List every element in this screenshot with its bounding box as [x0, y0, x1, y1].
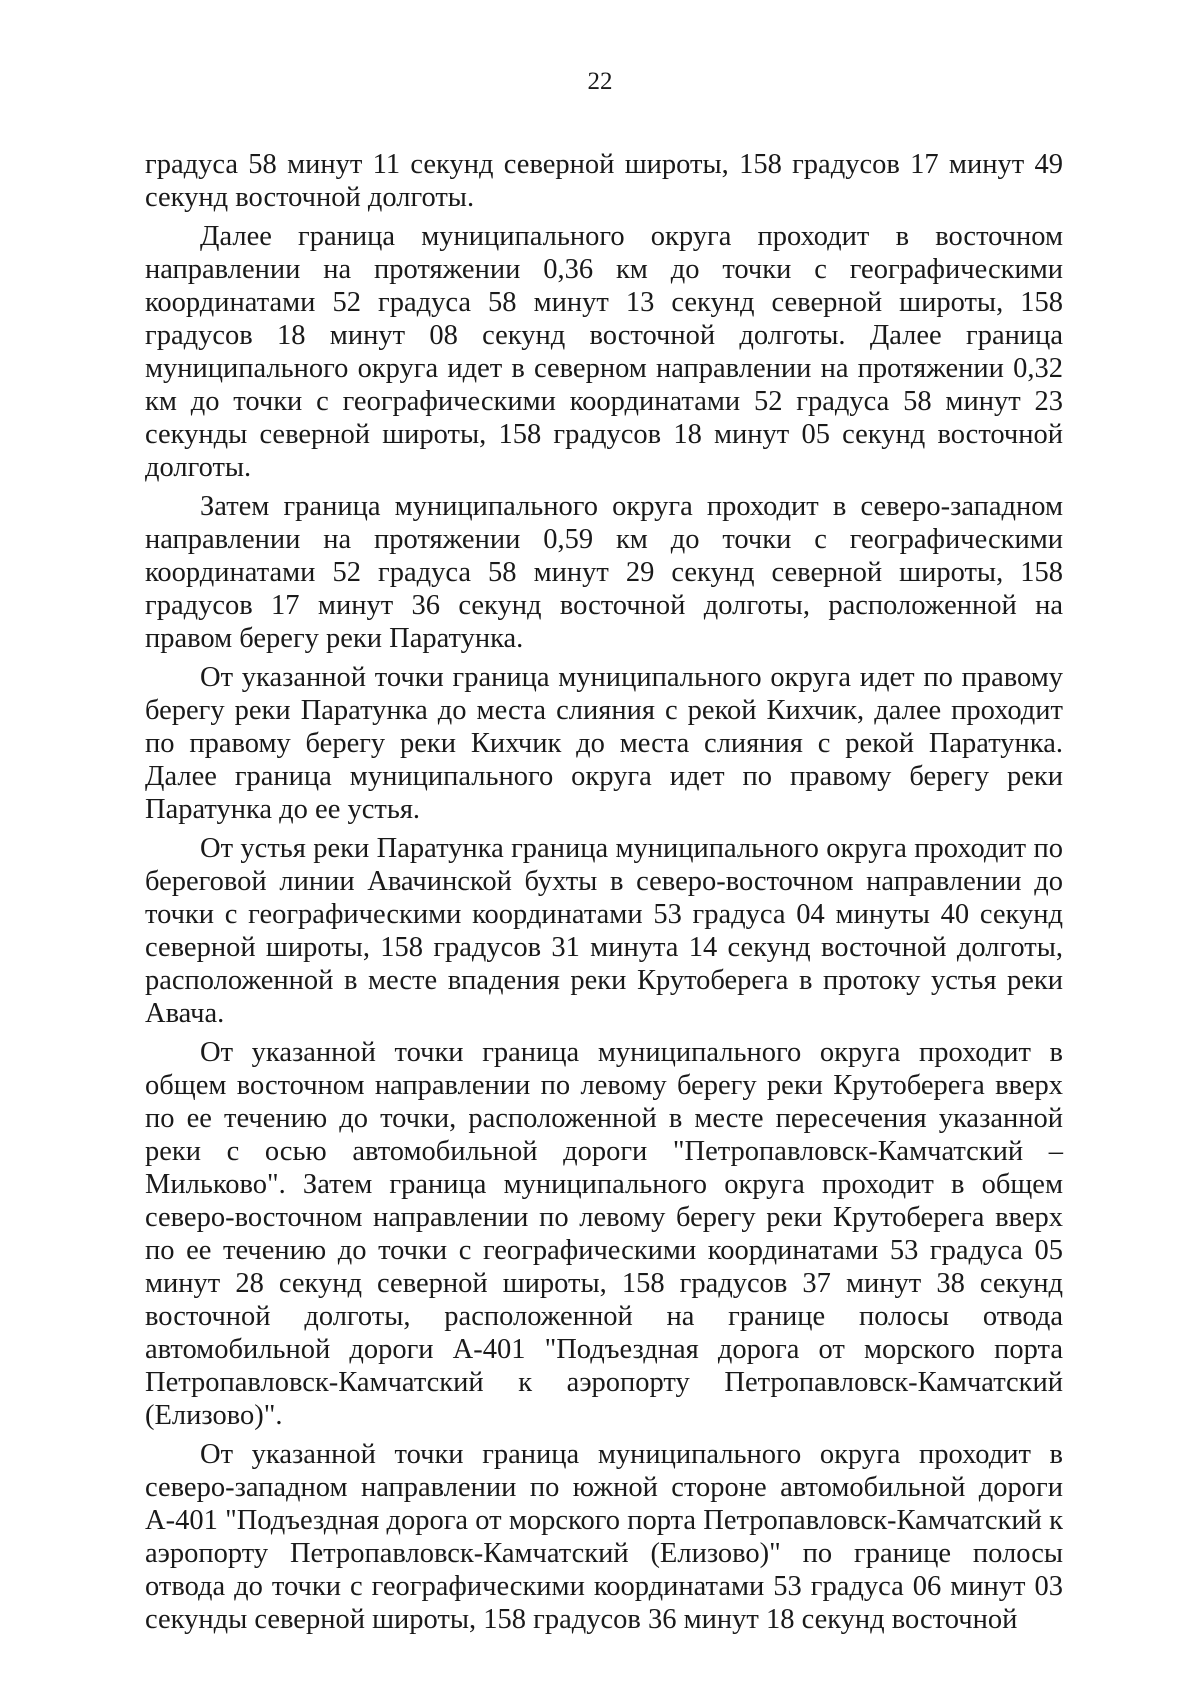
paragraph-continuation: градуса 58 минут 11 секунд северной широты, 158 градусов 17 минут 49 секунд восточной долготы. — [145, 149, 1063, 213]
paragraph: От устья реки Паратунка граница муниципального округа проходит по береговой линии Авачинской бухты в северо-восточном направлении до точки с географическими координатами 53 градуса 04 минуты 40 секунд северной широты, 158 градусов 31 минута 14 секунд восточной долготы, расположенной в месте впадения реки Крутоберега в протоку устья реки Авача. — [145, 833, 1063, 1029]
document-body — [145, 148, 1063, 1642]
paragraph: От указанной точки граница муниципального округа идет по правому берегу реки Паратунка до места слияния с рекой Кихчик, далее проходит по правому берегу реки Кихчик до места слияния с рекой Паратунка. Далее граница муниципального округа идет по правому берегу реки Паратунка до ее устья. — [145, 662, 1063, 825]
paragraph: Далее граница муниципального округа проходит в восточном направлении на протяжении 0,36 км до точки с географическими координатами 52 градуса 58 минут 13 секунд северной широты, 158 градусов 18 минут 08 секунд восточной долготы. Далее граница муниципального округа идет в северном направлении на протяжении 0,32 км до точки с географическими координатами 52 градуса 58 минут 23 секунды северной широты, 158 градусов 18 минут 05 секунд восточной долготы. — [145, 221, 1063, 483]
page-number: 22 — [587, 68, 613, 95]
paragraph: От указанной точки граница муниципального округа проходит в северо-западном направлении по южной стороне автомобильной дороги А-401 "Подъездная дорога от морского порта Петропавловск-Камчатский к аэропорту Петропавловск-Камчатский (Елизово)" по границе полосы отвода до точки с географическими координатами 53 градуса 06 минут 03 секунды северной широты, 158 градусов 36 минут 18 секунд восточной — [145, 1439, 1063, 1635]
paragraph: Затем граница муниципального округа проходит в северо-западном направлении на протяжении 0,59 км до точки с географическими координатами 52 градуса 58 минут 29 секунд северной широты, 158 градусов 17 минут 36 секунд восточной долготы, расположенной на правом берегу реки Паратунка. — [145, 491, 1063, 654]
paragraph: От указанной точки граница муниципального округа проходит в общем восточном направлении по левому берегу реки Крутоберега вверх по ее течению до точки, расположенной в месте пересечения указанной реки с осью автомобильной дороги "Петропавловск-Камчатский – Мильково". Затем граница муниципального округа проходит в общем северо-восточном направлении по левому берегу реки Крутоберега вверх по ее течению до точки с географическими координатами 53 градуса 05 минут 28 секунд северной широты, 158 градусов 37 минут 38 секунд восточной долготы, расположенной на границе полосы отвода автомобильной дороги А-401 "Подъездная дорога от морского порта Петропавловск-Камчатский к аэропорту Петропавловск-Камчатский (Елизово)". — [145, 1037, 1063, 1431]
